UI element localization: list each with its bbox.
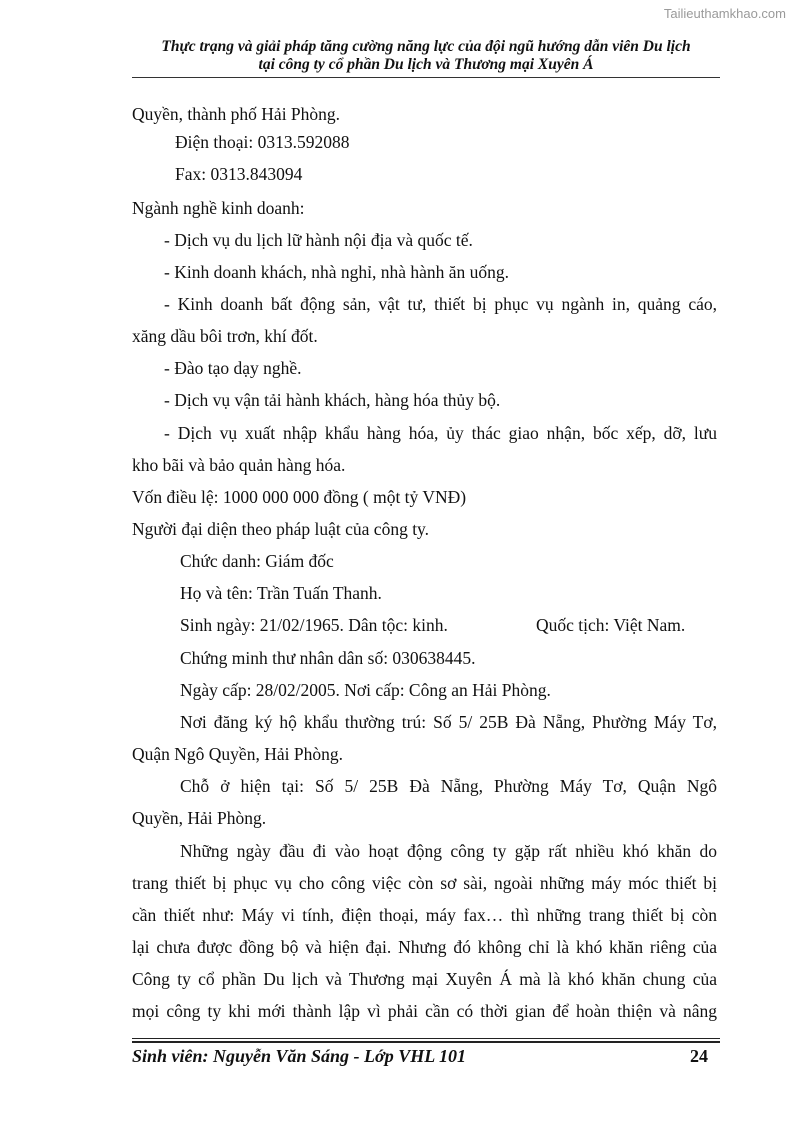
page-header [132, 38, 720, 74]
paragraph-line: trang thiết bị phục vụ cho công việc còn sơ sài, ngoài những máy móc thiết bị [132, 873, 717, 893]
list-item-continuation: xăng dầu bôi trơn, khí đốt. [132, 326, 318, 346]
header-divider [132, 77, 720, 78]
list-item: - Dịch vụ vận tải hành khách, hàng hóa thủy bộ. [164, 390, 501, 410]
watermark: Tailieuthamkhao.com [663, 6, 786, 21]
footer-student-info: Sinh viên: Nguyễn Văn Sáng - Lớp VHL 101 [132, 1046, 467, 1066]
current-address-continuation: Quyền, Hải Phòng. [132, 808, 267, 828]
legal-representative-heading: Người đại diện theo pháp luật của công ty. [132, 519, 430, 539]
charter-capital-line: Vốn điều lệ: 1000 000 000 đồng ( một tỷ VNĐ) [132, 487, 467, 507]
header-title-line-2: tại công ty cổ phần Du lịch và Thương mại Xuyên Á [258, 56, 594, 73]
paragraph-line: cần thiết như: Máy vi tính, điện thoại, máy fax… thì những trang thiết bị còn [132, 905, 717, 925]
current-address-line: Chỗ ở hiện tại: Số 5/ 25B Đà Nẵng, Phường Máy Tơ, Quận Ngô [180, 776, 717, 796]
list-item: - Dịch vụ xuất nhập khẩu hàng hóa, ủy thác giao nhận, bốc xếp, dỡ, lưu [164, 423, 717, 443]
name-line: Họ và tên: Trần Tuấn Thanh. [180, 583, 382, 603]
list-item: - Kinh doanh khách, nhà nghỉ, nhà hành ăn uống. [164, 262, 510, 282]
list-item: - Kinh doanh bất động sản, vật tư, thiết bị phục vụ ngành in, quảng cáo, [164, 294, 717, 314]
body-line: Quyền, thành phố Hải Phòng. [132, 104, 341, 124]
issue-info-line: Ngày cấp: 28/02/2005. Nơi cấp: Công an Hải Phòng. [180, 680, 551, 700]
registered-address-continuation: Quận Ngô Quyền, Hải Phòng. [132, 744, 343, 764]
footer-divider [132, 1038, 720, 1043]
phone-line: Điện thoại: 0313.592088 [175, 132, 350, 152]
page-number: 24 [690, 1046, 708, 1066]
fax-line: Fax: 0313.843094 [175, 164, 303, 184]
business-lines-heading: Ngành nghề kinh doanh: [132, 198, 305, 218]
paragraph-line: lại chưa được đồng bộ và hiện đại. Nhưng đó không chỉ là khó khăn riêng của [132, 937, 717, 957]
nationality-line: Quốc tịch: Việt Nam. [536, 615, 686, 635]
paragraph-line: Những ngày đầu đi vào hoạt động công ty gặp rất nhiều khó khăn do [180, 841, 717, 861]
birth-ethnicity-line: Sinh ngày: 21/02/1965. Dân tộc: kinh. [180, 615, 448, 635]
list-item: - Đào tạo dạy nghề. [164, 358, 302, 378]
list-item: - Dịch vụ du lịch lữ hành nội địa và quốc tế. [164, 230, 473, 250]
list-item-continuation: kho bãi và bảo quản hàng hóa. [132, 455, 346, 475]
paragraph-line: Công ty cổ phần Du lịch và Thương mại Xuyên Á mà là khó khăn chung của [132, 969, 717, 989]
registered-address-line: Nơi đăng ký hộ khẩu thường trú: Số 5/ 25B Đà Nẵng, Phường Máy Tơ, [180, 712, 717, 732]
position-line: Chức danh: Giám đốc [180, 551, 334, 571]
id-number-line: Chứng minh thư nhân dân số: 030638445. [180, 648, 476, 668]
header-title-line-1: Thực trạng và giải pháp tăng cường năng lực của đội ngũ hướng dẫn viên Du lịch [161, 38, 691, 55]
paragraph-line: mọi công ty khi mới thành lập vì phải cần có thời gian để hoàn thiện và nâng [132, 1001, 717, 1021]
